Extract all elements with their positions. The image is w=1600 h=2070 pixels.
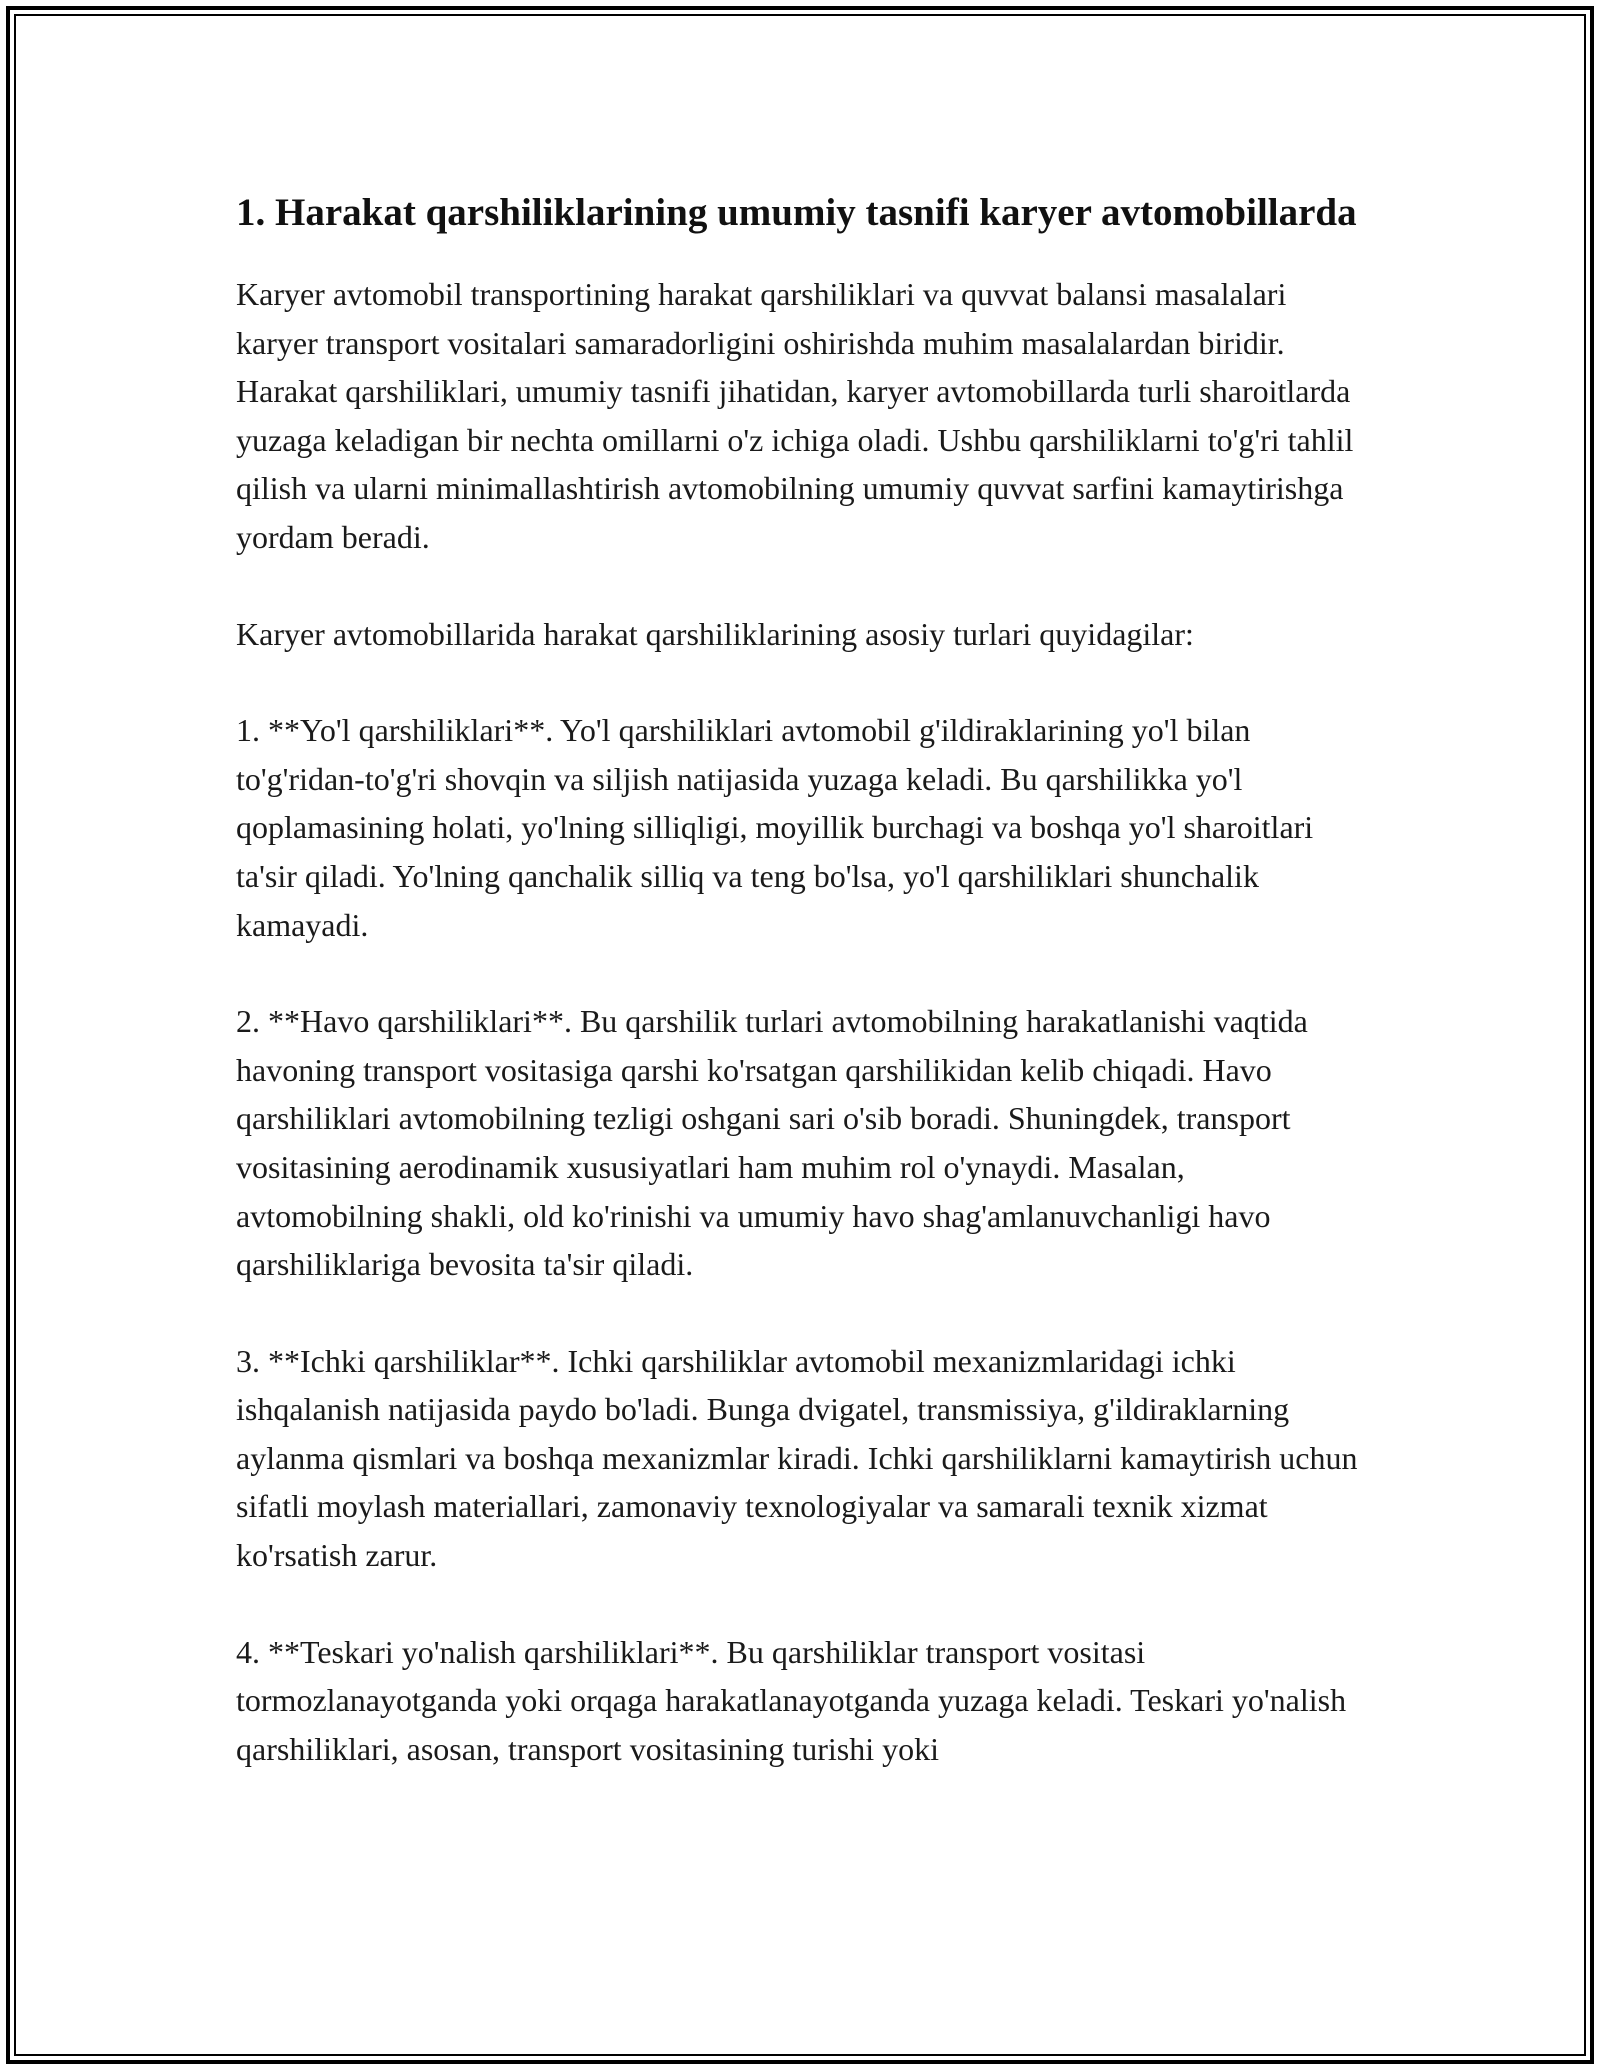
section-title: 1. Harakat qarshiliklarining umumiy tasnifi karyer avtomobillarda bbox=[236, 191, 1357, 234]
internal-resistance-paragraph: 3. **Ichki qarshiliklar**. Ichki qarshiliklar avtomobil mexanizmlaridagi ichki ishqalanish natijasida paydo bo'ladi. Bunga dvigatel, transmissiya, g'ildiraklarning aylanma qismlari va boshqa mexanizmlar kiradi. Ichki qarshiliklarni kamaytirish uchun sifatli moylash materiallari, zamonaviy texnologiyalar va samarali texnik xizmat ko'rsatish zarur. bbox=[236, 1342, 1358, 1574]
list-lead-paragraph: Karyer avtomobillarida harakat qarshiliklarining asosiy turlari quyidagilar: bbox=[236, 615, 1194, 652]
reverse-resistance-paragraph: 4. **Teskari yo'nalish qarshiliklari**. Bu qarshiliklar transport vositasi tormozlanayotganda yoki orqaga harakatlanayotganda yuzaga keladi. Teskari yo'nalish qarshiliklari, asosan, transport vositasining turishi yoki bbox=[236, 1633, 1347, 1767]
intro-paragraph: Karyer avtomobil transportining harakat qarshiliklari va quvvat balansi masalalari karyer transport vositalari samaradorligini oshirishda muhim masalalardan biridir. Harakat qarshiliklari, umumiy tasnifi jihatidan, karyer avtomobillarda turli sharoitlarda yuzaga keladigan bir nechta omillarni o'z ichiga oladi. Ushbu qarshiliklarni to'g'ri tahlil qilish va ularni minimallashtirish avtomobilning umumiy quvvat sarfini kamaytirishga yordam beradi. bbox=[236, 276, 1354, 555]
road-resistance-paragraph: 1. **Yo'l qarshiliklari**. Yo'l qarshiliklari avtomobil g'ildiraklarining yo'l bilan to'g'ridan-to'g'ri shovqin va siljish natijasida yuzaga keladi. Bu qarshilikka yo'l qoplamasining holati, yo'lning silliqligi, moyillik burchagi va boshqa yo'l sharoitlari ta'sir qiladi. Yo'lning qanchalik silliq va teng bo'lsa, yo'l qarshiliklari shunchalik kamayadi. bbox=[236, 712, 1314, 943]
document-body bbox=[236, 186, 1366, 1821]
air-resistance-paragraph: 2. **Havo qarshiliklari**. Bu qarshilik turlari avtomobilning harakatlanishi vaqtida havoning transport vositasiga qarshi ko'rsatgan qarshilikidan kelib chiqadi. Havo qarshiliklari avtomobilning tezligi oshgani sari o'sib boradi. Shuningdek, transport vositasining aerodinamik xususiyatlari ham muhim rol o'ynaydi. Masalan, avtomobilning shakli, old ko'rinishi va umumiy havo shag'amlanuvchanligi havo qarshiliklariga bevosita ta'sir qiladi. bbox=[236, 1003, 1308, 1283]
